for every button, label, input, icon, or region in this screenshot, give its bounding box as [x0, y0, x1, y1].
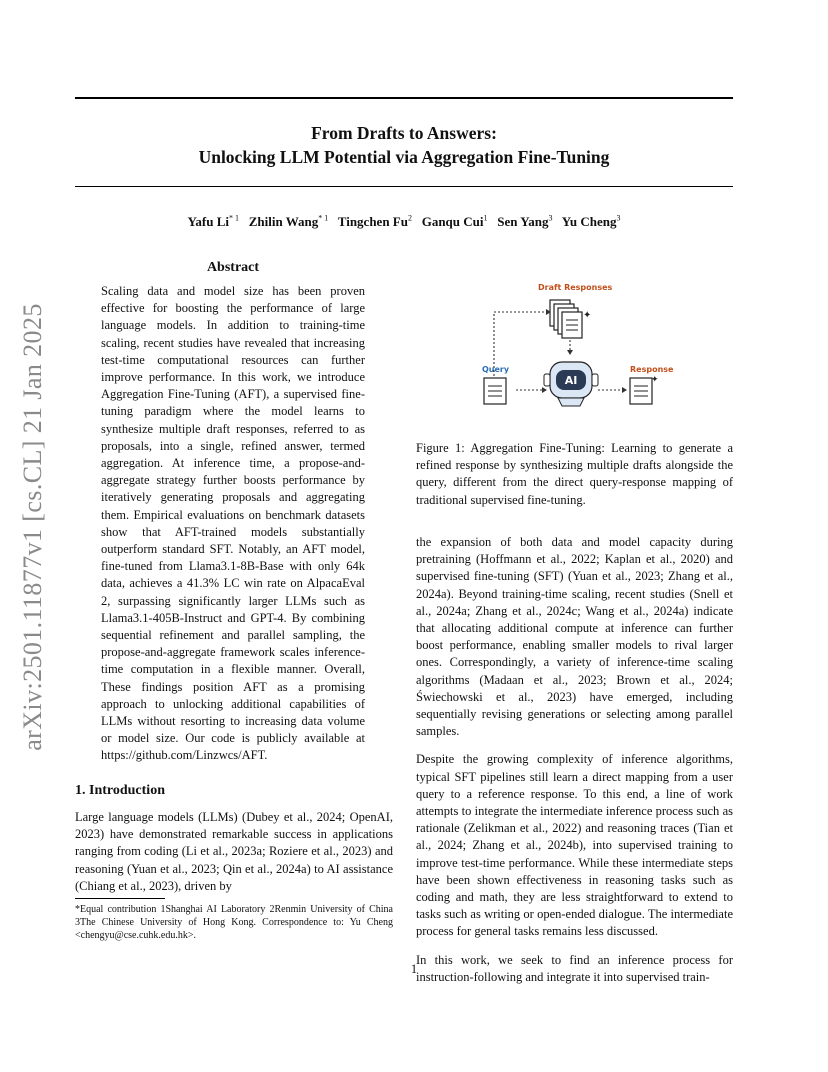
author: Zhilin Wang$^{* 1}$: [248, 214, 329, 230]
author-list: [75, 214, 733, 230]
title-top-rule: [75, 97, 733, 99]
query-document-icon: [484, 378, 506, 404]
title-bottom-rule: [75, 186, 733, 187]
response-document-icon: [630, 375, 659, 404]
intro-paragraph: Large language models (LLMs) (Dubey et al., 2024; OpenAI, 2023) have demonstrated remarkable success in applications ranging from coding (Li et al., 2023a; Roziere et al., 2023) and reasoning (Yuan et al., 2023; Qin et al., 2024a) to AI assistance (Chiang et al., 2023), driven by: [75, 810, 393, 893]
abstract-text: Scaling data and model size has been proven effective for boosting the performance of large language models. In addition to training-time scaling, recent studies have revealed that increasing test-time computational resources can further improve performance. In this work, we introduce Aggregation Fine-Tuning (AFT), a supervised fine-tuning paradigm where the model learns to synthesize multiple draft responses, referred to as proposals, into a single, refined answer, termed aggregation. At inference time, a propose-and-aggregate strategy further boosts performance by iteratively generating proposals and aggregating them. Empirical evaluations on benchmark datasets show that AFT-trained models substantially outperform standard SFT. Notably, an AFT model, fine-tuned from Llama3.1-8B-Base with only 64k data, achieves a 41.3% LC win rate on AlpacaEval 2, surpassing significantly larger LLMs such as Llama3.1-405B-Instruct and GPT-4. By combining sequential refinement and parallel sampling, the propose-and-aggregate framework scales inference-time computation in a flexible manner. Overall, These findings position AFT as a promising approach to unlocking additional capabilities of LLMs without resorting to increasing data volume or model size. Our code is publicly available at https://github.com/Linzwcs/AFT.: [101, 284, 365, 763]
figure-caption: Figure 1: Aggregation Fine-Tuning: Learning to generate a refined response by synthesizing multiple drafts alongside the query, different from the direct query-response mapping of traditional supervised fine-tuning.: [416, 441, 733, 507]
abstract-body: [101, 283, 365, 765]
figure-1: [470, 278, 685, 418]
svg-text:✦: ✦: [651, 375, 659, 385]
ai-label: AI: [564, 374, 578, 387]
footnote-rule: [75, 898, 165, 899]
right-column: [416, 534, 733, 986]
abstract-heading: Abstract: [206, 260, 260, 275]
paper-title-line2: Unlocking LLM Potential via Aggregation Fine-Tuning: [198, 147, 610, 167]
svg-text:✦: ✦: [583, 310, 592, 321]
figure-label-draft: Draft Responses: [538, 283, 613, 292]
footnote: *Equal contribution 1Shanghai AI Laboratory 2Renmin University of China 3The Chinese University of Hong Kong. Correspondence to: Yu Cheng <chengyu@cse.cuhk.edu.hk>.: [75, 904, 393, 941]
author: Tingchen Fu$^2$: [337, 214, 412, 230]
paper-title-line1: From Drafts to Answers:: [311, 123, 497, 143]
paragraph: In this work, we seek to find an inference process for instruction-following and integrate it into supervised train-: [416, 952, 733, 984]
arxiv-id: arXiv:2501.11877v1 [cs.CL] 21 Jan 2025: [18, 303, 47, 751]
author: Sen Yang$^3$: [497, 214, 553, 230]
intro-left-column: [75, 809, 393, 895]
author: Yafu Li$^{* 1}$: [187, 214, 239, 230]
section-heading: 1. Introduction: [75, 783, 165, 798]
paragraph: the expansion of both data and model capacity during pretraining (Hoffmann et al., 2022; Kaplan et al., 2020) and supervised fine-tuning (SFT) (Yuan et al., 2023; Zhang et al., 2024a). Beyond training-time scaling, recent studies (Snell et al., 2024a; Zhang et al., 2024c; Wang et al., 2024a) indicate that allocating additional compute at inference can further boost performance, enabling smaller models to rival larger ones. Correspondingly, a variety of inference-time scaling algorithms (Madaan et al., 2023; Brown et al., 2024; Świechowski et al., 2023) have emerged, including sequentially revising generations or selecting among parallel samples.: [416, 535, 733, 739]
page-number: 1: [410, 962, 418, 976]
draft-documents-icon: [550, 300, 591, 338]
figure-label-query: Query: [482, 365, 510, 374]
author: Ganqu Cui$^1$: [421, 214, 488, 230]
ai-robot-icon: [544, 362, 598, 406]
paragraph: Despite the growing complexity of inference algorithms, typical SFT pipelines still learn a direct mapping from a user query to a reference response. To this end, a line of work attempts to integrate the intermediate inference process such as rationale (Zelikman et al., 2022) and reasoning traces (Tian et al., 2024; Zhang et al., 2024b), into supervised training to improve test-time performance. While these intermediate steps have been shown effectiveness in reasoning tasks such as coding and math, they are less straightforward to extend to tasks such as writing or open-ended dialogue. The intermediate process for general tasks remains less discussed.: [416, 752, 733, 939]
arxiv-stamp: [18, 292, 48, 762]
author: Yu Cheng$^3$: [561, 214, 621, 230]
figure-label-response: Response: [630, 365, 674, 374]
